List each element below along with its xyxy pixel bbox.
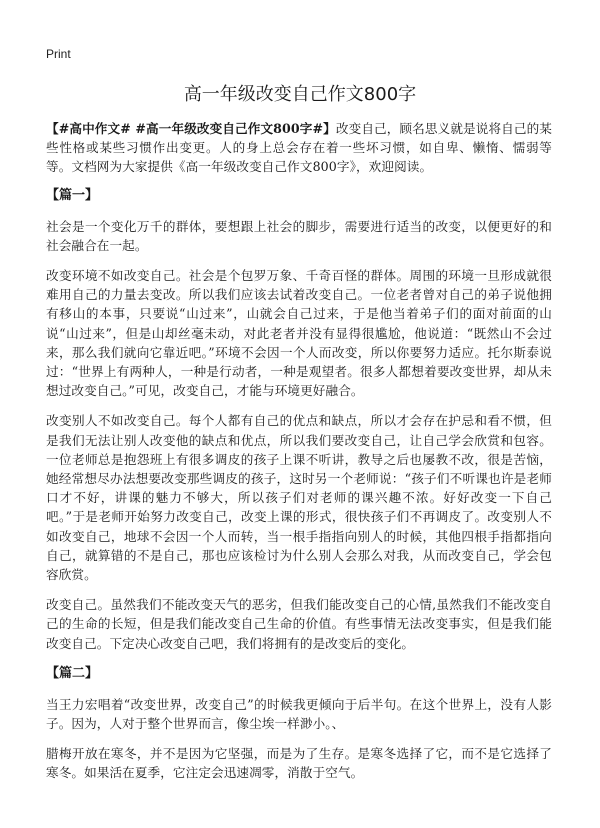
article-body — [46, 119, 552, 794]
intro-paragraph — [46, 119, 552, 177]
section-heading-1: 【篇一】 — [46, 187, 99, 203]
intro-tags: 【#高中作文# #高一年级改变自己作文800字#】 — [46, 121, 336, 136]
section-2-paragraph-2: 腊梅开放在寒冬，并不是因为它坚强，而是为了生存。是寒冬选择了它，而不是它选择了寒冬。如果活在夏季，它注定会迅速凋零，消散于空气。 — [46, 746, 552, 781]
section-2-paragraph-1: 当王力宏唱着“改变世界，改变自己”的时候我更倾向于后半句。在这个世界上，没有人影子。因为，人对于整个世界而言，像尘埃一样渺小。、 — [46, 696, 552, 732]
section-1-paragraph-2: 改变环境不如改变自己。社会是个包罗万象、千奇百怪的群体。周围的环境一旦形成就很难用自己的力量去变改。所以我们应该去试着改变自己。一位老者曾对自己的弟子说他拥有移山的本事，只要说“山过来”，山就会自己过来，于是他当着弟子们的面对前面的山说“山过来”，但是山却丝毫未动，对此老者并没有显得很尴尬，他说道：“既然山不会过来，那么我们就向它靠近吧。”环境不会因一个人而改变，所以你要努力适应。托尔斯泰说过：“世界上有两种人，一种是行动者，一种是观望者。很多人都想着要改变世界，却从未想过改变自己。”可见，改变自己，才能与环境更好融合。 — [46, 268, 552, 399]
intro-text: 改变自己，顾名思义就是说将自己的某些性格或某些习惯作出变更。人的身上总会存在着一些坏习惯，如自卑、懒惰、懦弱等等。文档网为大家提供《高一年级改变自己作文800字》，欢迎阅读。 — [46, 121, 553, 175]
page-title: 高一年级改变自己作文800字 — [183, 84, 417, 105]
section-1-paragraph-1: 社会是一个变化万千的群体，要想跟上社会的脚步，需要进行适当的改变，以便更好的和社会融合在一起。 — [46, 218, 552, 253]
section-1-paragraph-4: 改变自己。虽然我们不能改变天气的恶劣，但我们能改变自己的心情,虽然我们不能改变自己的生命的长短，但是我们能改变自己生命的价值。有些事情无法改变事实，但是我们能改变自己。下定决心改变自己吧，我们将拥有的是改变后的变化。 — [46, 597, 552, 651]
section-heading-2: 【篇二】 — [46, 665, 99, 681]
print-link[interactable]: Print — [46, 47, 71, 61]
section-1-paragraph-3: 改变别人不如改变自己。每个人都有自己的优点和缺点，所以才会存在护忌和看不惯，但是我们无法让别人改变他的缺点和优点，所以我们要改变自己，让自己学会欣赏和包容。一位老师总是抱怨班上有很多调皮的孩子上课不听讲，教导之后也屡教不改，很是苦恼，她经常想尽办法想要改变那些调皮的孩子，这时另一个老师说：“孩子们不听课也许是老师口才不好，讲课的魅力不够大，所以孩子们对老师的课兴趣不浓。好好改变一下自己吧。”于是老师开始努力改变自己，改变上课的形式，很快孩子们不再调皮了。改变别人不如改变自己，地球不会因一个人而转，当一根手指指向别人的时候，其他四根手指都指向自己，就算错的不是自己，那也应该检讨为什么别人会那么对我，从而改变自己，学会包容欣赏。 — [46, 413, 552, 583]
